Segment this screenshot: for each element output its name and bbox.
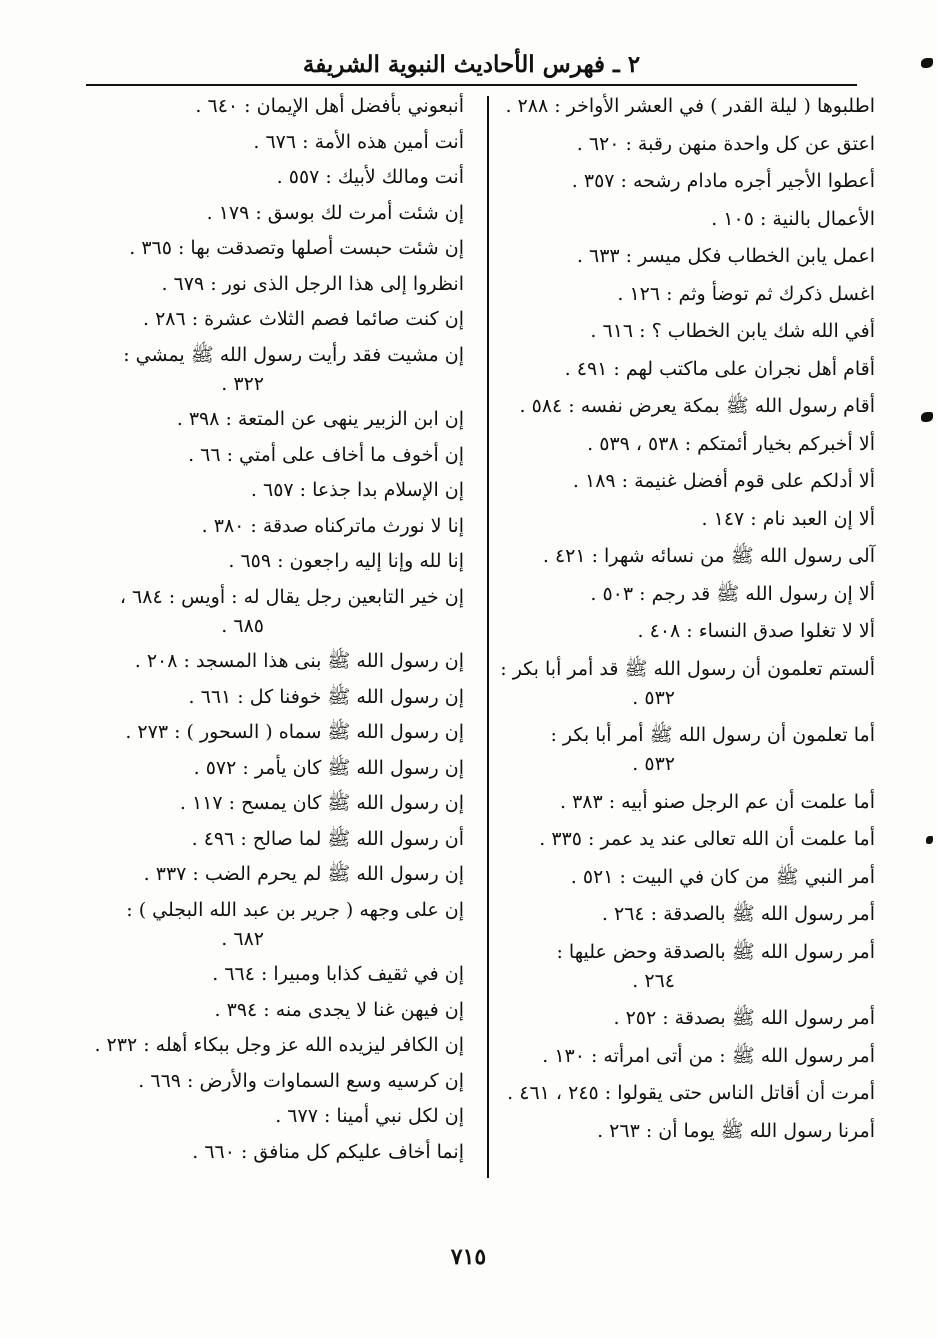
margin-mark-top bbox=[921, 58, 933, 68]
index-entry bbox=[80, 199, 464, 228]
entry-text: إن ابن الزبير ينهى عن المتعة : ٣٩٨ . bbox=[176, 408, 464, 430]
entry-text: أنت أمين هذه الأمة : ٦٧٦ . bbox=[253, 130, 464, 153]
margin-mark-lower bbox=[926, 836, 933, 844]
index-entry bbox=[497, 1042, 875, 1071]
index-entry bbox=[497, 825, 875, 854]
entry-text: إنا لا نورث ماتركناه صدقة : ٣٨٠ . bbox=[201, 514, 464, 537]
entry-text: إن رسول الله ﷺ خوفنا كل : ٦٦١ . bbox=[188, 685, 464, 708]
index-entry bbox=[80, 960, 464, 989]
entry-text: أعطوا الأجير أجره مادام رشحه : ٣٥٧ . bbox=[571, 170, 875, 192]
entry-text: إن فيهن غنا لا يجدى منه : ٣٩٤ . bbox=[214, 998, 464, 1021]
entry-text: انظروا إلى هذا الرجل الذى نور : ٦٧٩ . bbox=[161, 272, 464, 295]
entry-text: إن رسول الله ﷺ كان يأمر : ٥٧٢ . bbox=[193, 756, 464, 779]
index-entry bbox=[497, 617, 875, 646]
entry-text: إن الإسلام بدا جذعا : ٦٥٧ . bbox=[250, 479, 464, 501]
entry-text: أنبعوني بأفضل أهل الإيمان : ٦٤٠ . bbox=[195, 95, 464, 117]
entry-text: ألا لا تغلوا صدق النساء : ٤٠٨ . bbox=[637, 620, 875, 642]
entry-text: ألا أدلكم على قوم أفضل غنيمة : ١٨٩ . bbox=[572, 470, 875, 492]
entry-text: أفي الله شك يابن الخطاب ؟ : ٦١٦ . bbox=[590, 320, 875, 342]
entry-text: إن رسول الله ﷺ بنى هذا المسجد : ٢٠٨ . bbox=[134, 650, 464, 672]
entry-text: أنت ومالك لأبيك : ٥٥٧ . bbox=[276, 166, 464, 188]
index-entry bbox=[80, 441, 464, 470]
entry-continuation: ٥٣٢ . bbox=[632, 686, 675, 709]
index-entry bbox=[80, 341, 464, 399]
entry-text: إنا لله وإنا إليه راجعون : ٦٥٩ . bbox=[228, 550, 464, 572]
entry-text: أمرنا رسول الله ﷺ يوما أن : ٢٦٣ . bbox=[597, 1119, 875, 1142]
page-number: ٧١٥ bbox=[450, 1244, 487, 1270]
index-entry bbox=[497, 167, 875, 196]
entry-text: إن مشيت فقد رأيت رسول الله ﷺ يمشي : bbox=[123, 343, 464, 366]
entry-text: أمر رسول الله ﷺ : من أتى امرأته : ١٣٠ . bbox=[542, 1044, 875, 1067]
entry-text: أمر رسول الله ﷺ بصدقة : ٢٥٢ . bbox=[613, 1007, 875, 1029]
entry-text: اعتق عن كل واحدة منهن رقبة : ٦٢٠ . bbox=[576, 132, 875, 155]
entry-continuation: ٥٣٢ . bbox=[632, 753, 675, 775]
entry-text: آلى رسول الله ﷺ من نسائه شهرا : ٤٢١ . bbox=[542, 545, 875, 567]
index-entry bbox=[497, 355, 875, 384]
index-entry bbox=[497, 430, 875, 459]
index-entry bbox=[80, 270, 464, 299]
index-entry bbox=[497, 938, 875, 996]
index-entry bbox=[497, 1079, 875, 1108]
entry-text: إنما أخاف عليكم كل منافق : ٦٦٠ . bbox=[192, 1140, 464, 1163]
index-entry bbox=[80, 789, 464, 818]
index-entry bbox=[497, 580, 875, 609]
entry-text: ألا أخبركم بخيار أئمتكم : ٥٣٨ ، ٥٣٩ . bbox=[587, 432, 875, 455]
index-entry bbox=[80, 1031, 464, 1060]
index-entry bbox=[497, 1117, 875, 1146]
margin-mark-middle bbox=[921, 412, 933, 422]
column-divider bbox=[487, 96, 489, 1178]
index-entry bbox=[80, 996, 464, 1025]
entry-text: أما علمت أن الله تعالى عند يد عمر : ٣٣٥ . bbox=[539, 828, 875, 850]
index-entry bbox=[80, 92, 464, 121]
entry-continuation: ٢٦٤ . bbox=[632, 969, 675, 992]
entry-text: أن رسول الله ﷺ لما صالح : ٤٩٦ . bbox=[191, 827, 464, 850]
entry-text: ألا إن رسول الله ﷺ قد رجم : ٥٠٣ . bbox=[590, 582, 875, 605]
index-entry bbox=[80, 476, 464, 505]
index-entry bbox=[497, 317, 875, 346]
index-entry bbox=[497, 900, 875, 929]
index-entry bbox=[497, 863, 875, 892]
entry-text: إن رسول الله ﷺ سماه ( السحور ) : ٢٧٣ . bbox=[125, 721, 464, 743]
index-entry bbox=[497, 788, 875, 817]
entry-text: أمر رسول الله ﷺ بالصدقة : ٢٦٤ . bbox=[601, 903, 875, 925]
entry-text: ألستم تعلمون أن رسول الله ﷺ قد أمر أبا بكر : bbox=[500, 657, 875, 680]
entry-text: إن الكافر ليزيده الله عز وجل ببكاء أهله : ٢٣٢ . bbox=[94, 1034, 464, 1056]
entry-text: إن شئت حبست أصلها وتصدقت بها : ٣٦٥ . bbox=[129, 237, 464, 259]
index-entry bbox=[80, 163, 464, 192]
entry-text: اطلبوها ( ليلة القدر ) في العشر الأواخر : ٢٨٨ . bbox=[505, 95, 875, 117]
index-entry bbox=[497, 467, 875, 496]
index-entry bbox=[80, 896, 464, 954]
index-entry bbox=[497, 242, 875, 271]
index-entry bbox=[497, 92, 875, 121]
entry-continuation: ٦٨٥ . bbox=[221, 614, 264, 637]
index-entry bbox=[80, 128, 464, 157]
index-entry bbox=[80, 512, 464, 541]
entry-text: إن لكل نبي أمينا : ٦٧٧ . bbox=[275, 1105, 464, 1127]
entry-text: أمر رسول الله ﷺ بالصدقة وحض عليها : bbox=[556, 940, 875, 963]
index-entry bbox=[497, 721, 875, 779]
entry-continuation: ٦٨٢ . bbox=[221, 927, 264, 950]
entry-continuation: ٣٢٢ . bbox=[221, 372, 264, 395]
entry-text: ألا إن العبد نام : ١٤٧ . bbox=[701, 507, 875, 530]
entry-text: أما تعلمون أن رسول الله ﷺ أمر أبا بكر : bbox=[550, 724, 875, 746]
index-entry bbox=[80, 305, 464, 334]
entry-text: إن شئت أمرت لك بوسق : ١٧٩ . bbox=[206, 201, 464, 224]
index-entry bbox=[497, 542, 875, 571]
index-entry bbox=[497, 505, 875, 534]
entry-text: أقام أهل نجران على ماكتب لهم : ٤٩١ . bbox=[564, 357, 875, 380]
index-entry bbox=[80, 583, 464, 641]
entry-text: إن على وجهه ( جرير بن عبد الله البجلي ) : bbox=[126, 898, 464, 921]
index-entry bbox=[80, 647, 464, 676]
entry-text: إن رسول الله ﷺ لم يحرم الضب : ٣٣٧ . bbox=[143, 863, 464, 885]
index-entry bbox=[80, 1102, 464, 1131]
entry-text: أمرت أن أقاتل الناس حتى يقولوا : ٢٤٥ ، ٤٦١ . bbox=[507, 1082, 875, 1104]
entry-text: إن رسول الله ﷺ كان يمسح : ١١٧ . bbox=[179, 792, 464, 814]
entry-text: أمر النبي ﷺ من كان في البيت : ٥٢١ . bbox=[570, 865, 875, 888]
index-entry bbox=[497, 280, 875, 309]
entry-text: اغسل ذكرك ثم توضأ وثم : ١٢٦ . bbox=[617, 282, 875, 305]
index-entry bbox=[80, 754, 464, 783]
index-entry bbox=[80, 718, 464, 747]
entry-text: أما علمت أن عم الرجل صنو أبيه : ٣٨٣ . bbox=[559, 790, 875, 813]
entry-text: أقام رسول الله ﷺ بمكة يعرض نفسه : ٥٨٤ . bbox=[519, 395, 875, 417]
page-header bbox=[86, 46, 857, 82]
entry-text: إن كنت صائما فصم الثلاث عشرة : ٢٨٦ . bbox=[142, 308, 464, 330]
index-entry bbox=[80, 234, 464, 263]
entry-text: إن أخوف ما أخاف على أمتي : ٦٦ . bbox=[188, 443, 464, 466]
index-entry bbox=[497, 130, 875, 159]
entry-text: الأعمال بالنية : ١٠٥ . bbox=[711, 207, 875, 230]
entry-text: إن في ثقيف كذابا ومبيرا : ٦٦٤ . bbox=[212, 963, 464, 985]
index-entry bbox=[80, 547, 464, 576]
entry-text: إن خير التابعين رجل يقال له : أويس : ٦٨٤ ، bbox=[119, 585, 464, 608]
header-rule bbox=[86, 84, 857, 86]
index-entry bbox=[80, 683, 464, 712]
index-column-left bbox=[80, 92, 464, 1173]
index-entry bbox=[80, 1067, 464, 1096]
index-entry bbox=[80, 860, 464, 889]
entry-text: إن كرسيه وسع السماوات والأرض : ٦٦٩ . bbox=[138, 1069, 464, 1092]
index-entry bbox=[497, 205, 875, 234]
index-column-right bbox=[497, 92, 875, 1154]
index-entry bbox=[497, 1004, 875, 1033]
index-entry bbox=[80, 1138, 464, 1167]
index-entry bbox=[80, 405, 464, 434]
page-title: ٢ ـ فهرس الأحاديث النبوية الشريفة bbox=[302, 50, 641, 78]
entry-text: اعمل يابن الخطاب فكل ميسر : ٦٣٣ . bbox=[576, 245, 875, 267]
index-entry bbox=[497, 655, 875, 713]
index-entry bbox=[497, 392, 875, 421]
index-entry bbox=[80, 825, 464, 854]
